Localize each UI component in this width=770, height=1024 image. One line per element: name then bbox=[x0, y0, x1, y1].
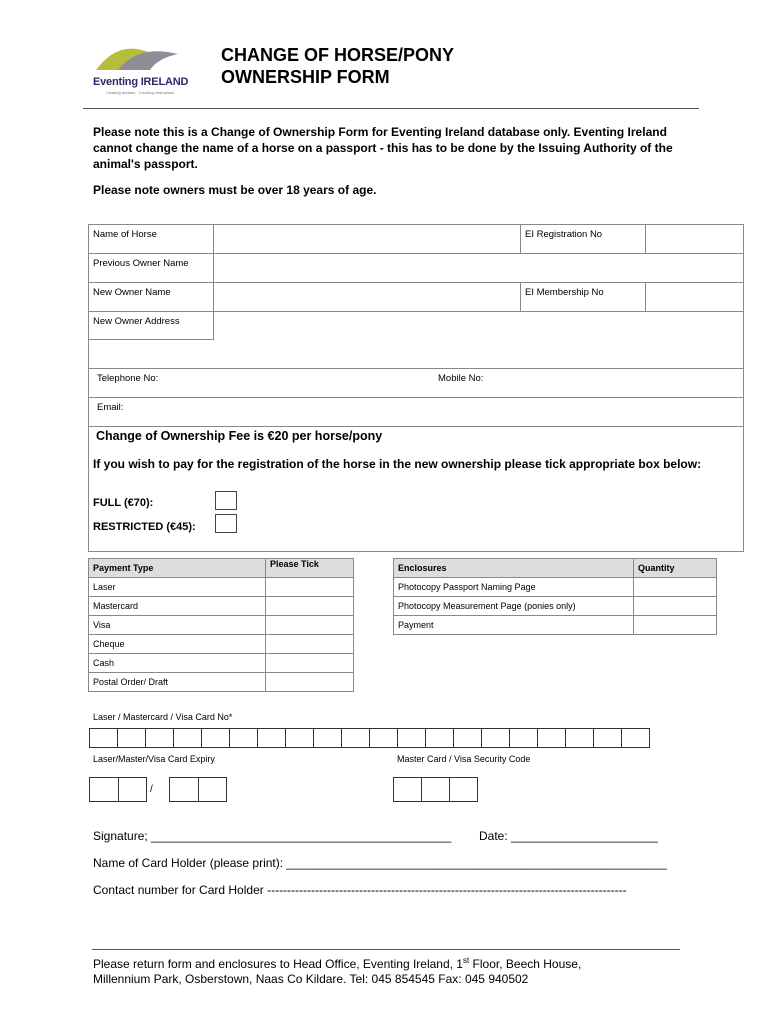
fee-instruction: If you wish to pay for the registration of the horse in the new ownership please tick appropriate box below: bbox=[93, 457, 702, 471]
form-title bbox=[221, 44, 454, 88]
payment-cheque: Cheque bbox=[89, 635, 266, 654]
table-row bbox=[89, 616, 354, 635]
security-divider-2 bbox=[449, 777, 450, 802]
card-digit-box[interactable] bbox=[89, 728, 118, 748]
title-line-1: CHANGE OF HORSE/PONY bbox=[221, 45, 455, 65]
card-digit-box[interactable] bbox=[453, 728, 482, 748]
new-owner-label: New Owner Name bbox=[89, 283, 214, 311]
table-row bbox=[394, 616, 717, 635]
table-row bbox=[89, 673, 354, 692]
card-digit-box[interactable] bbox=[481, 728, 510, 748]
card-digit-box[interactable] bbox=[145, 728, 174, 748]
table-row bbox=[89, 635, 354, 654]
payment-type-header: Payment Type bbox=[89, 559, 266, 578]
payment-postal-order: Postal Order/ Draft bbox=[89, 673, 266, 692]
card-holder-line[interactable]: Name of Card Holder (please print): _________________________________________________________ bbox=[93, 856, 667, 870]
contact-line[interactable]: Contact number for Card Holder ------------------------------------------------------------------------------------------ bbox=[93, 883, 627, 897]
qty-payment[interactable] bbox=[634, 616, 717, 635]
enclosure-passport: Photocopy Passport Naming Page bbox=[394, 578, 634, 597]
card-digit-box[interactable] bbox=[257, 728, 286, 748]
enclosure-payment: Payment bbox=[394, 616, 634, 635]
payment-mastercard: Mastercard bbox=[89, 597, 266, 616]
card-digit-box[interactable] bbox=[229, 728, 258, 748]
card-digit-box[interactable] bbox=[425, 728, 454, 748]
footer-line-2: Millennium Park, Osberstown, Naas Co Kildare. Tel: 045 854545 Fax: 045 940502 bbox=[93, 972, 529, 986]
table-row bbox=[394, 597, 717, 616]
please-tick-header: Please Tick bbox=[266, 559, 354, 578]
tick-cheque[interactable] bbox=[266, 635, 354, 654]
tick-mastercard[interactable] bbox=[266, 597, 354, 616]
row-phone bbox=[89, 369, 743, 398]
logo-tagline: Chasing dreams · Creating champions bbox=[106, 90, 175, 95]
table-row bbox=[89, 597, 354, 616]
tick-cash[interactable] bbox=[266, 654, 354, 673]
card-digit-box[interactable] bbox=[285, 728, 314, 748]
payment-cash: Cash bbox=[89, 654, 266, 673]
card-digit-box[interactable] bbox=[341, 728, 370, 748]
row-new-owner bbox=[89, 283, 743, 312]
ei-registration-field[interactable] bbox=[646, 225, 743, 253]
enclosure-measurement: Photocopy Measurement Page (ponies only) bbox=[394, 597, 634, 616]
footer-address bbox=[93, 953, 713, 987]
card-digit-box[interactable] bbox=[509, 728, 538, 748]
qty-passport[interactable] bbox=[634, 578, 717, 597]
tick-visa[interactable] bbox=[266, 616, 354, 635]
title-line-2: OWNERSHIP FORM bbox=[221, 67, 390, 87]
qty-measurement[interactable] bbox=[634, 597, 717, 616]
full-checkbox[interactable] bbox=[215, 491, 237, 510]
card-number-label: Laser / Mastercard / Visa Card No* bbox=[93, 712, 233, 722]
card-digit-box[interactable] bbox=[565, 728, 594, 748]
header-divider bbox=[83, 108, 699, 109]
expiry-year-divider bbox=[198, 777, 199, 802]
new-owner-field[interactable] bbox=[214, 283, 521, 311]
row-horse bbox=[89, 225, 743, 254]
card-digit-box[interactable] bbox=[173, 728, 202, 748]
card-digit-box[interactable] bbox=[537, 728, 566, 748]
ei-registration-label: EI Registration No bbox=[521, 225, 646, 253]
security-code-label: Master Card / Visa Security Code bbox=[397, 754, 531, 764]
card-digit-box[interactable] bbox=[621, 728, 650, 748]
table-row bbox=[89, 578, 354, 597]
footer-divider bbox=[92, 949, 680, 950]
enclosures-header: Enclosures bbox=[394, 559, 634, 578]
ei-membership-field[interactable] bbox=[646, 283, 743, 311]
fee-section bbox=[89, 427, 743, 551]
expiry-slash: / bbox=[150, 784, 153, 795]
footer-line-1b: Floor, Beech House, bbox=[469, 957, 582, 971]
restricted-checkbox[interactable] bbox=[215, 514, 237, 533]
restricted-label: RESTRICTED (€45): bbox=[93, 521, 196, 533]
row-email bbox=[89, 398, 743, 427]
name-of-horse-field[interactable] bbox=[214, 225, 521, 253]
footer-line-1 bbox=[93, 953, 713, 972]
table-row bbox=[89, 654, 354, 673]
card-digit-box[interactable] bbox=[397, 728, 426, 748]
footer-sup: st bbox=[462, 956, 470, 965]
email-label: Email: bbox=[97, 402, 124, 413]
payment-table bbox=[88, 558, 354, 692]
card-expiry-label: Laser/Master/Visa Card Expiry bbox=[93, 754, 215, 764]
enclosures-table bbox=[393, 558, 717, 635]
telephone-label: Telephone No: bbox=[97, 373, 159, 384]
database-note: Please note this is a Change of Ownership Form for Eventing Ireland database only. Eventing Ireland cannot change the name of a horse on a passport - this has to be done by the Issuing Authority of the animal's passport. bbox=[93, 125, 673, 171]
tick-postal-order[interactable] bbox=[266, 673, 354, 692]
quantity-header: Quantity bbox=[634, 559, 717, 578]
previous-owner-label: Previous Owner Name bbox=[89, 254, 214, 282]
payment-visa: Visa bbox=[89, 616, 266, 635]
security-code-field[interactable] bbox=[393, 777, 478, 802]
mobile-label: Mobile No: bbox=[438, 373, 484, 384]
card-digit-box[interactable] bbox=[117, 728, 146, 748]
expiry-month-divider bbox=[118, 777, 119, 802]
fee-title: Change of Ownership Fee is €20 per horse/pony bbox=[96, 429, 383, 443]
card-digit-box[interactable] bbox=[201, 728, 230, 748]
age-note: Please note owners must be over 18 years of age. bbox=[93, 183, 377, 197]
card-digit-box[interactable] bbox=[313, 728, 342, 748]
card-digit-box[interactable] bbox=[593, 728, 622, 748]
row-address bbox=[89, 312, 743, 369]
owner-details-grid bbox=[88, 224, 744, 552]
signature-line[interactable]: Signature; _____________________________________________ bbox=[93, 829, 452, 843]
tick-laser[interactable] bbox=[266, 578, 354, 597]
previous-owner-field[interactable] bbox=[214, 254, 743, 282]
card-digit-box[interactable] bbox=[369, 728, 398, 748]
ei-membership-label: EI Membership No bbox=[521, 283, 646, 311]
security-divider-1 bbox=[421, 777, 422, 802]
date-line[interactable]: Date: ______________________ bbox=[479, 829, 658, 843]
new-owner-address-field[interactable] bbox=[214, 312, 743, 368]
logo-text: Eventing IRELAND bbox=[93, 76, 189, 88]
row-previous-owner bbox=[89, 254, 743, 283]
full-label: FULL (€70): bbox=[93, 497, 154, 509]
payment-laser: Laser bbox=[89, 578, 266, 597]
name-of-horse-label: Name of Horse bbox=[89, 225, 214, 253]
footer-line-1a: Please return form and enclosures to Head Office, Eventing Ireland, 1 bbox=[93, 957, 463, 971]
new-owner-address-label: New Owner Address bbox=[89, 312, 214, 340]
table-row bbox=[394, 578, 717, 597]
